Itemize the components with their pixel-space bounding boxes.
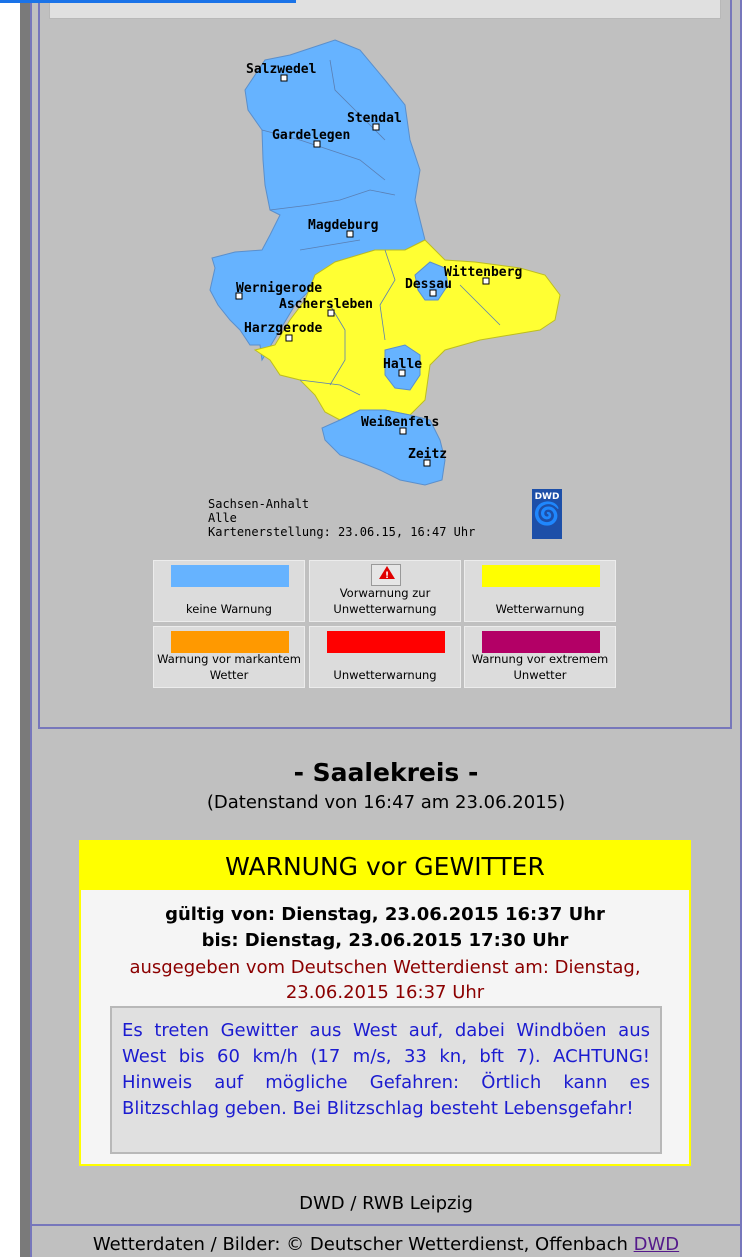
- legend-swatch: [171, 631, 289, 653]
- office-credit: DWD / RWB Leipzig: [299, 1193, 473, 1214]
- legend-label: Vorwarnung zur Unwetterwarnung: [333, 586, 437, 616]
- legend-item-markantes-wetter: [153, 626, 305, 688]
- warning-text: Es treten Gewitter aus West auf, dabei Windböen aus West bis 60 km/h (17 m/s, 33 kn, bft 7). ACHTUNG! Hinweis auf mögliche Gefahren: Örtlich kann es Blitzschlag geben. Bei Blitzschlag besteht Lebensgefahr!: [122, 1020, 650, 1119]
- footer-divider: [30, 1224, 742, 1226]
- warning-issued-line2: 23.06.2015 16:37 Uhr: [285, 982, 485, 1003]
- legend-label: Wetterwarnung: [495, 602, 585, 616]
- city-label-gardelegen: Gardelegen: [272, 128, 351, 143]
- data-timestamp: (Datenstand von 16:47 am 23.06.2015): [206, 792, 566, 813]
- legend-item-extremes-unwetter: [464, 626, 616, 688]
- legend-item-vorwarnung: [309, 560, 461, 622]
- city-label-salzwedel: Salzwedel: [246, 62, 317, 77]
- legend-label: Warnung vor extremem Unwetter: [471, 652, 609, 682]
- city-label-halle: Halle: [383, 357, 423, 372]
- warning-triangle-icon: !: [371, 564, 401, 586]
- warning-headline: WARNUNG vor GEWITTER: [81, 842, 689, 890]
- map-info-created: Kartenerstellung: 23.06.15, 16:47 Uhr: [208, 525, 476, 539]
- legend-label: Warnung vor markantem Wetter: [157, 652, 301, 682]
- legend-swatch: [171, 565, 289, 587]
- legend-item-wetterwarnung: [464, 560, 616, 622]
- legend-swatch: [482, 631, 600, 653]
- warning-text-box: [110, 1006, 662, 1154]
- map-info-filter: Alle: [208, 511, 237, 525]
- dwd-link[interactable]: DWD: [633, 1234, 680, 1255]
- legend-item-keine-warnung: [153, 560, 305, 622]
- city-label-magdeburg: Magdeburg: [308, 218, 379, 233]
- map-info-state: Sachsen-Anhalt: [208, 497, 310, 511]
- warning-valid-from: gültig von: Dienstag, 23.06.2015 16:37 Uhr: [165, 904, 605, 925]
- region-title: - Saalekreis -: [293, 758, 479, 787]
- dwd-logo-text: DWD: [534, 492, 560, 502]
- legend-label: keine Warnung: [186, 602, 272, 616]
- data-credit: [32, 1234, 740, 1255]
- city-label-dessau: Dessau: [405, 277, 452, 292]
- warning-box: [79, 840, 691, 1166]
- warning-issued-line1: ausgegeben vom Deutschen Wetterdienst am: Dienstag,: [129, 957, 641, 978]
- dwd-swirl-icon: 🌀: [533, 502, 561, 527]
- legend-swatch: [482, 565, 600, 587]
- city-label-zeitz: Zeitz: [408, 447, 448, 462]
- warning-valid-to: bis: Dienstag, 23.06.2015 17:30 Uhr: [201, 930, 569, 951]
- city-label-wittenberg: Wittenberg: [444, 265, 523, 280]
- data-credit-text: Wetterdaten / Bilder: © Deutscher Wetterdienst, Offenbach: [92, 1234, 628, 1255]
- city-label-weissenfels: Weißenfels: [361, 415, 440, 430]
- dwd-logo: [532, 489, 562, 539]
- legend-swatch: [327, 631, 445, 653]
- city-label-harzgerode: Harzgerode: [244, 321, 323, 336]
- map-info: [208, 497, 475, 539]
- city-label-aschersleben: Aschersleben: [279, 297, 373, 312]
- legend-item-unwetterwarnung: [309, 626, 461, 688]
- city-label-wernigerode: Wernigerode: [236, 281, 323, 296]
- city-label-stendal: Stendal: [347, 111, 402, 126]
- saxony-anhalt-warning-map[interactable]: [0, 0, 750, 560]
- page-load-progress: [0, 0, 296, 3]
- legend-label: Unwetterwarnung: [333, 668, 437, 682]
